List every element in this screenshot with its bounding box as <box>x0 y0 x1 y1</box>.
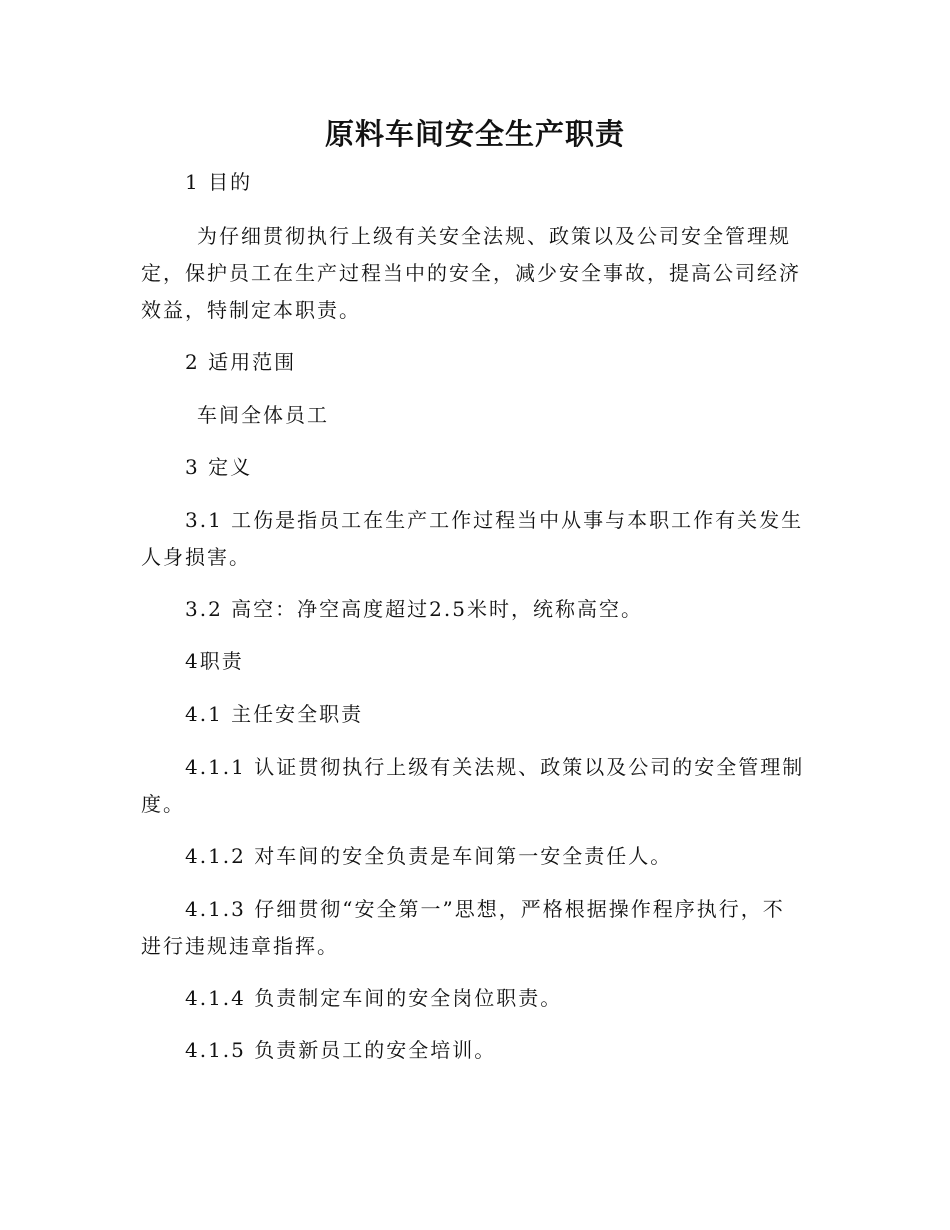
section-heading: 1 目的 <box>185 170 253 194</box>
section-heading: 4职责 <box>185 649 244 673</box>
paragraph-line: 车间全体员工 <box>197 403 329 427</box>
section-heading: 2 适用范围 <box>185 350 297 374</box>
paragraph-line: 度。 <box>141 792 185 816</box>
document-title: 原料车间安全生产职责 <box>324 117 625 151</box>
paragraph-line: 效益，特制定本职责。 <box>141 298 361 322</box>
paragraph-line: 为仔细贯彻执行上级有关安全法规、政策以及公司安全管理规 <box>197 224 791 248</box>
paragraph-line: 人身损害。 <box>141 545 251 569</box>
paragraph-line: 4.1.3 仔细贯彻“安全第一”思想，严格根据操作程序执行，不 <box>185 897 785 921</box>
paragraph-line: 4.1.4 负责制定车间的安全岗位职责。 <box>185 986 563 1010</box>
paragraph-line: 4.1.2 对车间的安全负责是车间第一安全责任人。 <box>185 844 673 868</box>
paragraph-line: 4.1.1 认证贯彻执行上级有关法规、政策以及公司的安全管理制 <box>185 755 805 779</box>
subsection-heading: 4.1 主任安全职责 <box>185 702 364 726</box>
paragraph-line: 3.1 工伤是指员工在生产工作过程当中从事与本职工作有关发生 <box>185 508 804 532</box>
paragraph-line: 进行违规违章指挥。 <box>141 934 339 958</box>
paragraph-line: 3.2 高空：净空高度超过2.5米时，统称高空。 <box>185 597 643 621</box>
section-heading: 3 定义 <box>185 455 253 479</box>
paragraph-line: 定，保护员工在生产过程当中的安全，减少安全事故，提高公司经济 <box>141 261 801 285</box>
paragraph-line: 4.1.5 负责新员工的安全培训。 <box>185 1038 497 1062</box>
